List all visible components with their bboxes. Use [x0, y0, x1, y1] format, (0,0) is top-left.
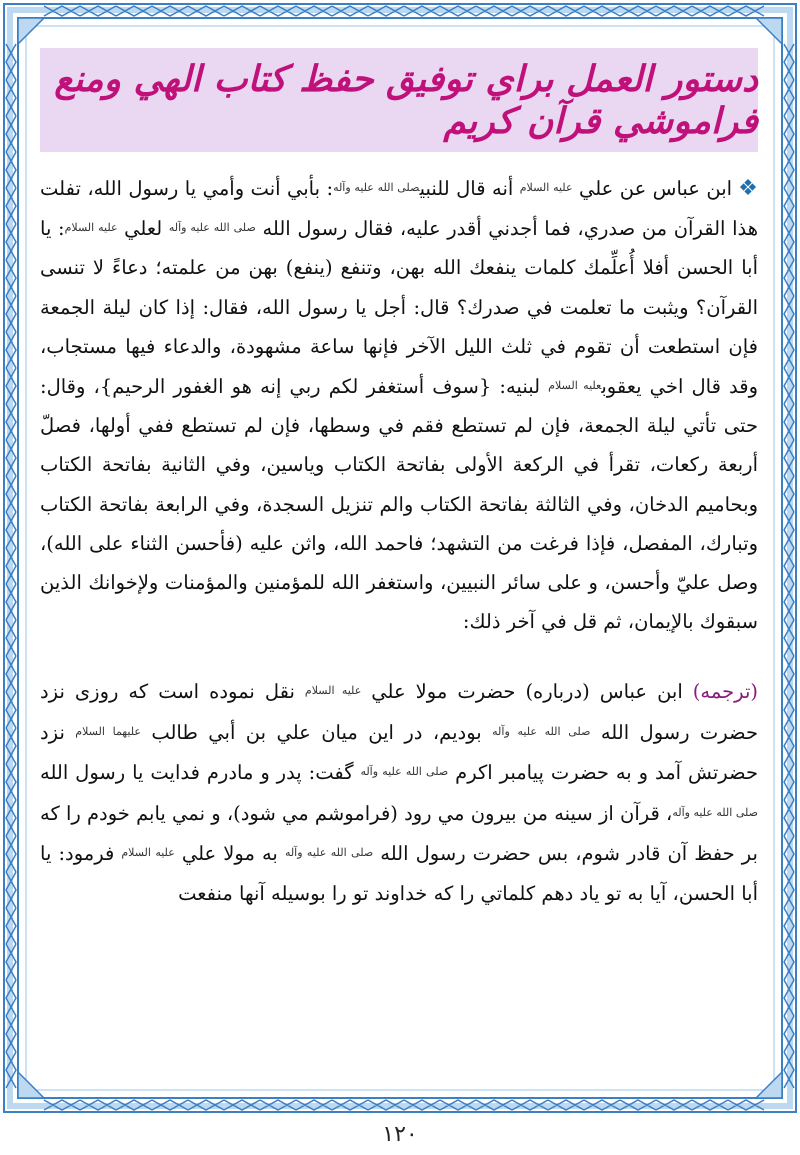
arabic-text-2: أنه قال للنبي: [419, 177, 514, 200]
page-number: ١٢٠: [382, 1122, 418, 1147]
diamond-ornament-icon: ❖: [738, 176, 759, 201]
arabic-text-6: لبنيه: {سوف أستغفر لكم ربي إنه هو الغفور الرحيم}، وقال: حتى تأتي ليلة الجمعة، فإن لم تستطع فقم في وسطها، فإن لم تستطع ففي أولها، فصلّ أربعة ركعات، تقرأ في الركعة الأولى بفاتحة الكتاب وياسين، وفي الثانية بفاتحة الكتاب وبحاميم الدخان، وفي الثالثة بفاتحة الكتاب والم تنزيل السجدة، وفي الرابعة بفاتحة الكتاب وتبارك، المفصل، فإذا فرغت من التشهد؛ فاحمد الله، واثن عليه (فأحسن الثناء على الله)، وصل عليّ وأحسن، و على سائر النبيين، واستغفر الله للمؤمنين والمؤمنات ولإخوانك الذين سبقوك بالإيمان، ثم قل في آخر ذلك:: [40, 375, 758, 634]
honorific-alayhi-salam: عليه السلام: [519, 181, 573, 194]
honorific-sallallahu: صلى الله عليه وآله: [492, 724, 591, 738]
translation-text-3: بوديم، در اين ميان علي بن أبي طالب: [151, 720, 482, 744]
honorific-sallallahu: صلى الله عليه وآله: [360, 765, 449, 779]
honorific-alayhima-salam: عليهما السلام: [75, 724, 141, 738]
translation-text-1: ابن عباس (درباره) حضرت مولا علي: [371, 680, 683, 704]
page-title: دستور العمل براي توفيق حفظ كتاب الهي ومنع فراموشي قرآن كريم: [54, 58, 758, 142]
arabic-text-1: ابن عباس عن علي: [578, 177, 733, 200]
title-banner: [40, 48, 758, 152]
arabic-text-4: لعلي: [124, 217, 163, 241]
arabic-paragraph: [40, 168, 758, 641]
arabic-text-3: : بأبي أنت وأمي يا رسول الله، تفلت هذا القرآن من صدري، فما أجدني أقدر عليه، فقال رسول الله: [40, 177, 759, 241]
honorific-sallallahu: صلى الله عليه وآله: [672, 805, 758, 819]
translation-text-4: نزد حضرتش آمد و به حضرت پيامبر اكرم: [40, 720, 758, 785]
arabic-text-5: : يا أبا الحسن أفلا أُعلِّمك كلمات ينفعك الله بهن، وتنفع (ينفع) بهن من علمته؛ دعاءً لا تنسى القرآن؟ ويثبت ما تعلمت في صدرك؟ قال: أجل يا رسول الله، فقال: إذا كان ليلة الجمعة فإن استطعت أن تقوم في ثلث الليل الآخر فإنها ساعة مشهودة، والدعاء فيها مستجاب، وقد قال اخي يعقوب: [40, 217, 759, 399]
honorific-alayhi-salam: عليه السلام: [121, 846, 175, 860]
translation-text-8: فرمود: يا أبا الحسن، آيا به تو ياد دهم كلماتي را كه خداوند تو را بوسيله آنها منفعت: [40, 842, 758, 905]
page-body: [40, 168, 758, 913]
translation-label: (ترجمه): [692, 680, 758, 704]
translation-text-7: به مولا علي: [181, 842, 278, 866]
translation-paragraph: [40, 671, 758, 913]
translation-text-5: گفت: پدر و مادرم فدايت يا رسول الله: [40, 761, 354, 785]
translation-text-2: نقل نموده است كه روزى نزد حضرت رسول الله: [40, 680, 759, 744]
honorific-sallallahu: صلى الله عليه وآله: [168, 221, 256, 235]
honorific-alayhi-salam: عليه السلام: [304, 684, 362, 698]
honorific-alayhi-salam: عليه السلام: [64, 221, 118, 235]
translation-text-6: ، قرآن از سينه من بيرون مي رود (فراموشم مي شود)، و نمي يابم خودم را كه بر حفظ آن قادر شوم، بس حضرت رسول الله: [40, 801, 758, 866]
honorific-alayhi-salam: عليه السلام: [548, 379, 602, 393]
honorific-sallallahu: صلى الله عليه وآله: [284, 846, 374, 860]
honorific-sallallahu: صلى الله عليه وآله: [333, 181, 420, 194]
